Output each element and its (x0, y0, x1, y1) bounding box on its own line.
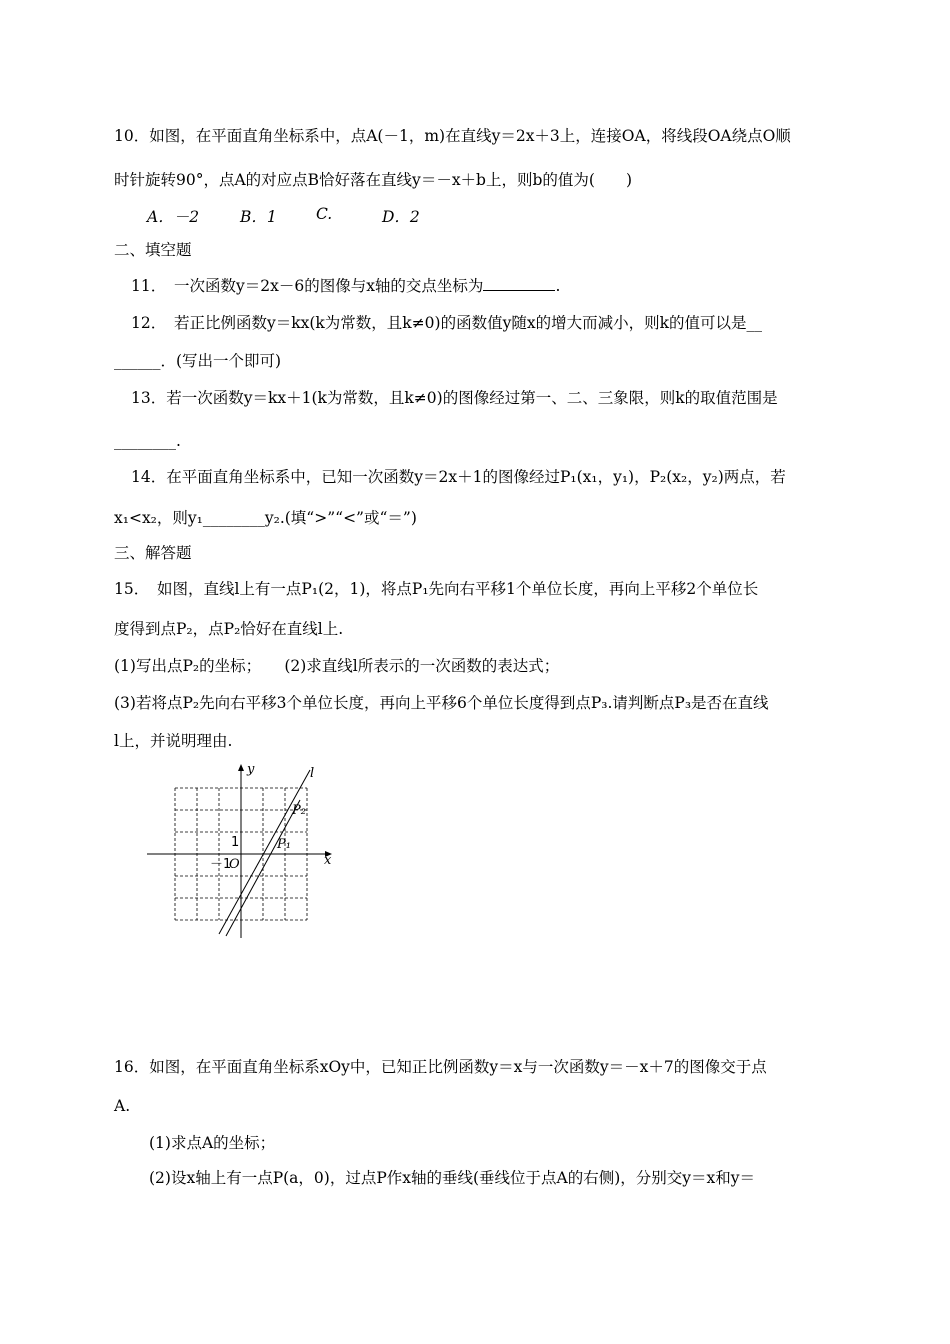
y-axis-arrow-icon (238, 764, 244, 771)
line-l (219, 770, 310, 934)
q10-line1: 10．如图，在平面直角坐标系中，点A(－1，m)在直线y＝2x＋3上，连接OA，将线段OA绕点O顺 (114, 127, 791, 145)
section-heading-fill-blank: 二、填空题 (114, 241, 192, 259)
q13-line1: 13．若一次函数y＝kx＋1(k为常数，且k≠0)的图像经过第一、二、三象限，则k的取值范围是 (131, 389, 778, 407)
section-heading-solve: 三、解答题 (114, 544, 192, 562)
origin-label: O (229, 857, 240, 872)
coordinate-grid-figure (140, 760, 340, 940)
point-p1-label: P₁ (277, 837, 291, 852)
q12-line2: ______．(写出一个即可) (114, 352, 282, 370)
q16-line3: (1)求点A的坐标； (149, 1134, 276, 1152)
q16-line1: 16．如图，在平面直角坐标系xOy中，已知正比例函数y＝x与一次函数y＝－x＋7的图像交于点 (114, 1058, 767, 1076)
q10-option-a: A．－2 (147, 208, 200, 226)
q11-end: . (555, 277, 561, 295)
y-axis-label: y (247, 762, 255, 777)
q15-line4: (3)若将点P₂先向右平移3个单位长度，再向上平移6个单位长度得到点P₃.请判断点P₃是否在直线 (114, 694, 769, 712)
q11-answer-blank (483, 276, 555, 291)
q14-line2: x₁<x₂，则y₁________y₂.(填“>”“<”或“＝”) (114, 509, 417, 527)
q10-option-c: C. (316, 205, 333, 223)
point-p2-label: P₂ (292, 803, 306, 818)
q10-option-d: D．2 (382, 208, 420, 226)
q16-line2: A. (114, 1097, 131, 1115)
q10-option-b: B．1 (240, 208, 277, 226)
q14-line1: 14．在平面直角坐标系中，已知一次函数y＝2x＋1的图像经过P₁(x₁，y₁)，P₂(x₂，y₂)两点，若 (131, 468, 786, 486)
q10-line2: 时针旋转90°，点A的对应点B恰好落在直线y＝－x＋b上，则b的值为( ) (114, 171, 632, 189)
q15-line5: l上，并说明理由. (114, 732, 233, 750)
q11-text: 11． 一次函数y＝2x－6的图像与x轴的交点坐标为 (131, 277, 484, 295)
q13-line2: ________. (114, 432, 181, 450)
x-axis-label: x (324, 853, 332, 868)
q12-line1: 12． 若正比例函数y＝kx(k为常数，且k≠0)的函数值y随x的增大而减小，则k的值可以是__ (131, 314, 762, 332)
q16-line4: (2)设x轴上有一点P(a，0)，过点P作x轴的垂线(垂线位于点A的右侧)，分别交y＝x和y＝ (149, 1169, 756, 1187)
q15-line2: 度得到点P₂，点P₂恰好在直线l上. (114, 620, 344, 638)
q11-line (131, 276, 560, 296)
q15-line3: (1)写出点P₂的坐标； (2)求直线l所表示的一次函数的表达式； (114, 657, 560, 675)
x-tick-minus-one: －1 (210, 857, 232, 872)
line-l-label: l (310, 766, 315, 781)
q15-line1: 15． 如图，直线l上有一点P₁(2，1)，将点P₁先向右平移1个单位长度，再向上平移2个单位长 (114, 580, 759, 598)
y-tick-one: 1 (231, 835, 240, 850)
